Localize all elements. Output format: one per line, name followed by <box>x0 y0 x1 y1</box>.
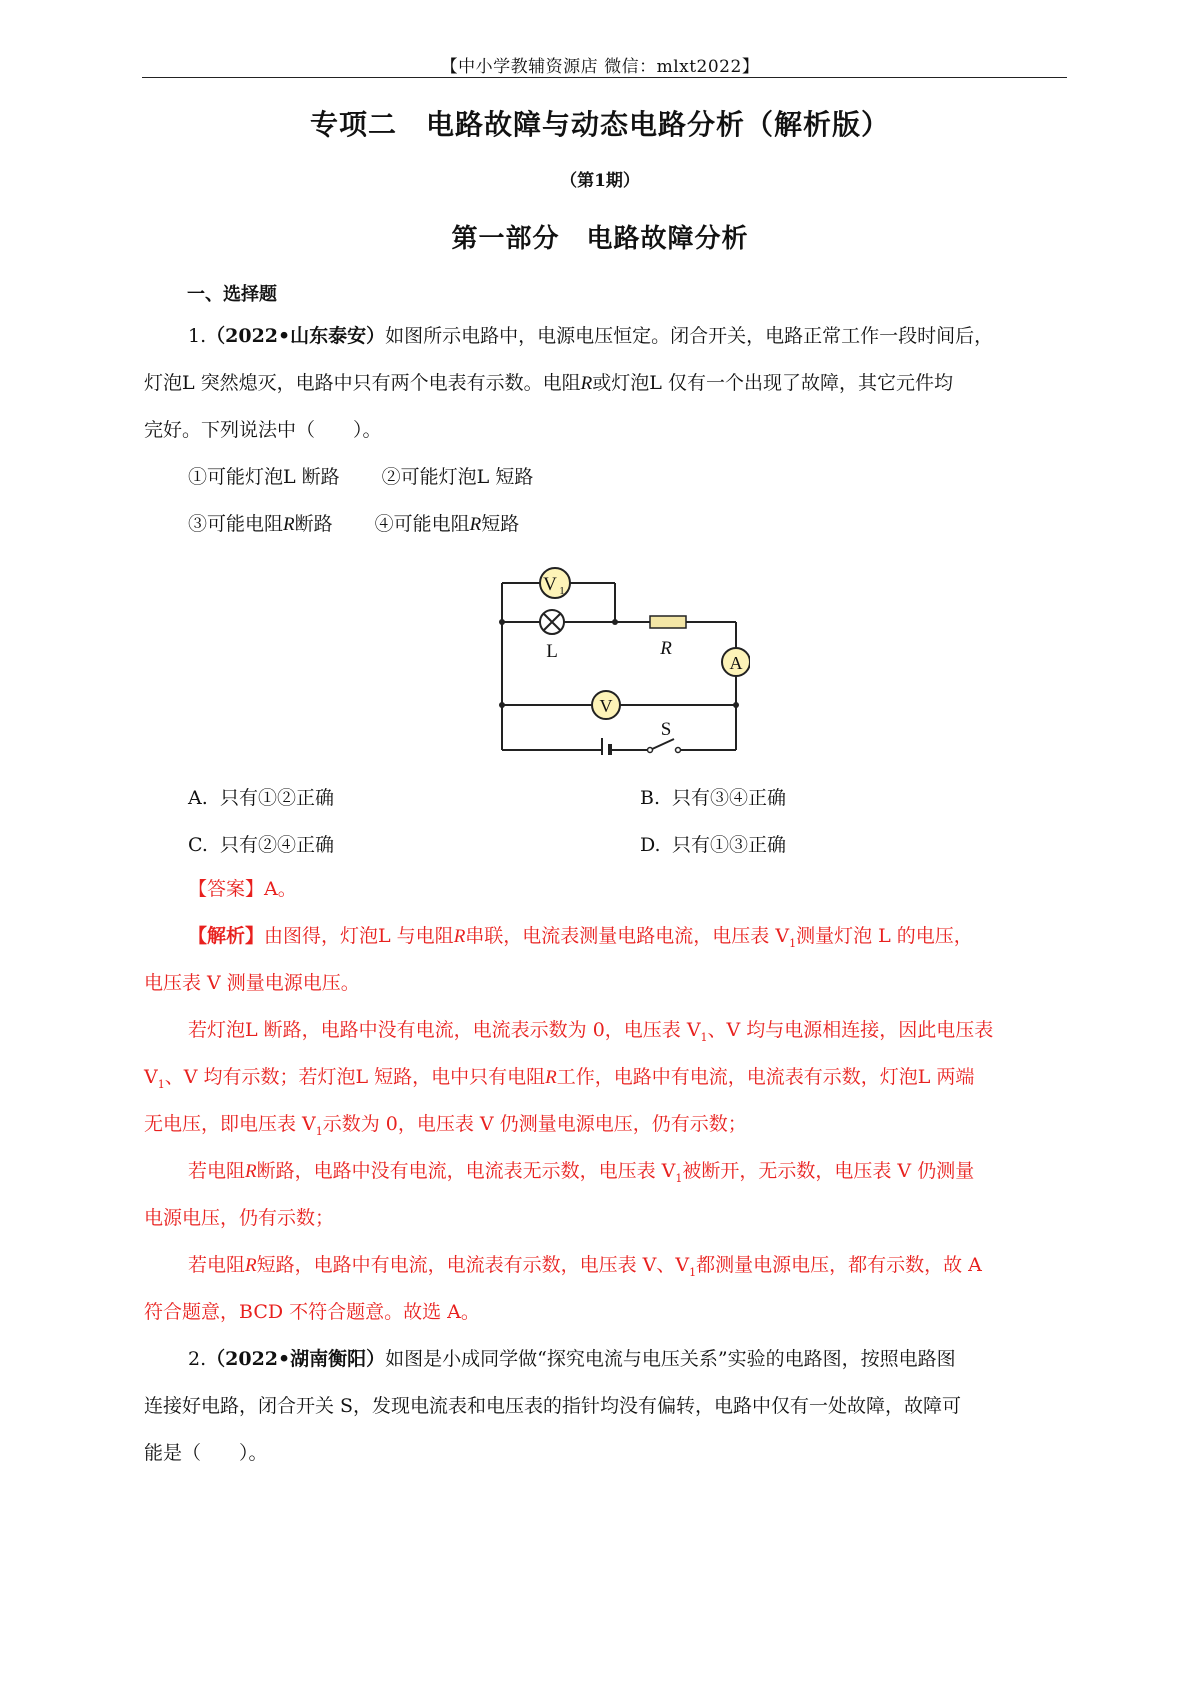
option-b-text: 只有③④正确 <box>672 787 787 809</box>
ammeter-icon <box>722 648 750 676</box>
option-d <box>640 830 786 857</box>
q1-statements-1 <box>188 454 1110 501</box>
statement-4-var: R <box>469 514 482 535</box>
q1-text-1: 如图所示电路中，电源电压恒定。闭合开关，电路正常工作一段时间后， <box>385 325 994 347</box>
voltmeter-label: V <box>599 696 613 716</box>
option-d-text: 只有①③正确 <box>672 834 787 856</box>
analysis-text: V <box>144 1066 158 1088</box>
analysis-line-7: 电源电压，仍有示数； <box>144 1207 335 1229</box>
issue-label: （第1期） <box>560 171 640 191</box>
switch-contact <box>676 748 681 753</box>
analysis-var: R <box>545 1067 557 1088</box>
header-rule <box>142 77 1067 78</box>
statement-3-var: R <box>283 514 295 535</box>
analysis-text: 串联，电流表测量电路电流，电压表 V <box>465 925 790 947</box>
answer-tag: 【答案】 <box>188 878 265 900</box>
q1-text-2b: 或灯泡L 仅有一个出现了故障，其它元件均 <box>592 372 953 394</box>
analysis-text: 工作，电路中有电流，电流表有示数，灯泡L 两端 <box>556 1066 975 1088</box>
junction-dot <box>612 619 618 625</box>
q2-line-1 <box>144 1336 1066 1383</box>
q1-line-2 <box>144 360 1066 407</box>
subscript: 1 <box>675 1171 683 1185</box>
analysis-line-5 <box>144 1101 1066 1155</box>
q2-line-2: 连接好电路，闭合开关 S，发现电流表和电压表的指针均没有偏转，电路中仅有一处故障，故障可 <box>144 1395 962 1417</box>
q1-line-3: 完好。下列说法中（ ）。 <box>144 419 382 441</box>
switch-contact <box>648 748 653 753</box>
q1-var-r: R <box>580 373 593 394</box>
part-heading: 第一部分 电路故障分析 <box>451 224 749 254</box>
v1-subscript: 1 <box>559 585 565 597</box>
voltmeter-v1-icon <box>540 568 570 598</box>
junction-dot <box>499 702 505 708</box>
option-a-letter: A. <box>188 787 208 809</box>
q1-line-1 <box>144 313 1066 360</box>
q2-text-1: 如图是小成同学做“探究电流与电压关系”实验的电路图，按照电路图 <box>385 1348 956 1370</box>
q1-source: （2022•山东泰安） <box>206 325 386 347</box>
analysis-line-9: 符合题意，BCD 不符合题意。故选 A。 <box>144 1301 480 1323</box>
q2-number: 2. <box>188 1348 207 1370</box>
analysis-line-3 <box>188 1007 1110 1061</box>
junction-dot <box>499 619 505 625</box>
analysis-text: 、V 均有示数；若灯泡L 短路，电中只有电阻 <box>164 1066 546 1088</box>
answer-line <box>188 866 1110 913</box>
statement-3-end: 断路 <box>294 513 333 535</box>
option-c-letter: C. <box>188 834 208 856</box>
analysis-text: 示数为 0，电压表 V 仍测量电源电压，仍有示数； <box>322 1113 747 1135</box>
subscript: 1 <box>789 936 797 950</box>
v1-label: V <box>543 574 557 595</box>
subscript: 1 <box>157 1077 165 1091</box>
analysis-text: 都测量电源电压，都有示数，故 A <box>696 1254 982 1276</box>
analysis-line-4 <box>144 1054 1066 1108</box>
option-a-text: 只有①②正确 <box>220 787 335 809</box>
q1-statements-2 <box>188 501 1110 548</box>
q1-text-2: 灯泡L 突然熄灭，电路中只有两个电表有示数。电阻 <box>144 372 581 394</box>
analysis-var: R <box>245 1255 257 1276</box>
battery-icon <box>602 738 610 755</box>
option-c-text: 只有②④正确 <box>220 834 335 856</box>
analysis-text: 若灯泡L 断路，电路中没有电流，电流表示数为 0，电压表 V <box>188 1019 701 1041</box>
analysis-text: 、V 均与电源相连接，因此电压表 <box>707 1019 994 1041</box>
document-title: 专项二 电路故障与动态电路分析（解析版） <box>309 108 890 141</box>
lamp-icon <box>540 610 564 634</box>
analysis-var: R <box>245 1161 257 1182</box>
ammeter-label: A <box>729 653 743 673</box>
statement-4: ④可能电阻 <box>374 513 470 535</box>
statement-2: ②可能灯泡L 短路 <box>381 466 534 488</box>
section-heading: 一、选择题 <box>187 284 277 305</box>
option-a <box>188 783 334 810</box>
analysis-line-1 <box>188 913 1110 967</box>
lamp-label: L <box>546 641 558 662</box>
statement-4-end: 短路 <box>481 513 520 535</box>
analysis-text: 测量灯泡 L 的电压， <box>796 925 973 947</box>
analysis-text: 被断开，无示数，电压表 V 仍测量 <box>682 1160 975 1182</box>
subscript: 1 <box>700 1030 708 1044</box>
option-b <box>640 783 786 810</box>
q2-line-3: 能是（ ）。 <box>144 1442 268 1464</box>
resistor-label: R <box>660 638 672 659</box>
statement-3: ③可能电阻 <box>188 513 284 535</box>
analysis-tag: 【解析】 <box>188 925 265 947</box>
resistor-icon <box>650 616 686 628</box>
analysis-line-8 <box>188 1242 1110 1296</box>
analysis-text: 断路，电路中没有电流，电流表无示数，电压表 V <box>256 1160 676 1182</box>
circuit-diagram <box>490 555 750 755</box>
answer-value: A。 <box>264 878 297 900</box>
analysis-text: 若电阻 <box>188 1254 246 1276</box>
analysis-text: 短路，电路中有电流，电流表有示数，电压表 V、V <box>256 1254 690 1276</box>
analysis-line-6 <box>188 1148 1110 1202</box>
analysis-text: 无电压，即电压表 V <box>144 1113 316 1135</box>
analysis-text: 由图得，灯泡L 与电阻 <box>264 925 454 947</box>
analysis-line-2: 电压表 V 测量电源电压。 <box>144 972 360 994</box>
statement-1: ①可能灯泡L 断路 <box>188 466 340 488</box>
analysis-var: R <box>453 926 466 947</box>
q2-source: （2022•湖南衡阳） <box>206 1348 386 1370</box>
q1-number: 1. <box>188 325 207 347</box>
subscript: 1 <box>689 1265 697 1279</box>
option-c <box>188 830 334 857</box>
junction-dot <box>733 702 739 708</box>
page-header: 【中小学教辅资源店 微信：mlxt2022】 <box>440 57 760 77</box>
voltmeter-v-icon <box>592 691 620 719</box>
switch-label: S <box>660 719 672 740</box>
option-b-letter: B. <box>640 787 661 809</box>
option-d-letter: D. <box>640 834 661 856</box>
subscript: 1 <box>315 1124 323 1138</box>
analysis-text: 若电阻 <box>188 1160 246 1182</box>
